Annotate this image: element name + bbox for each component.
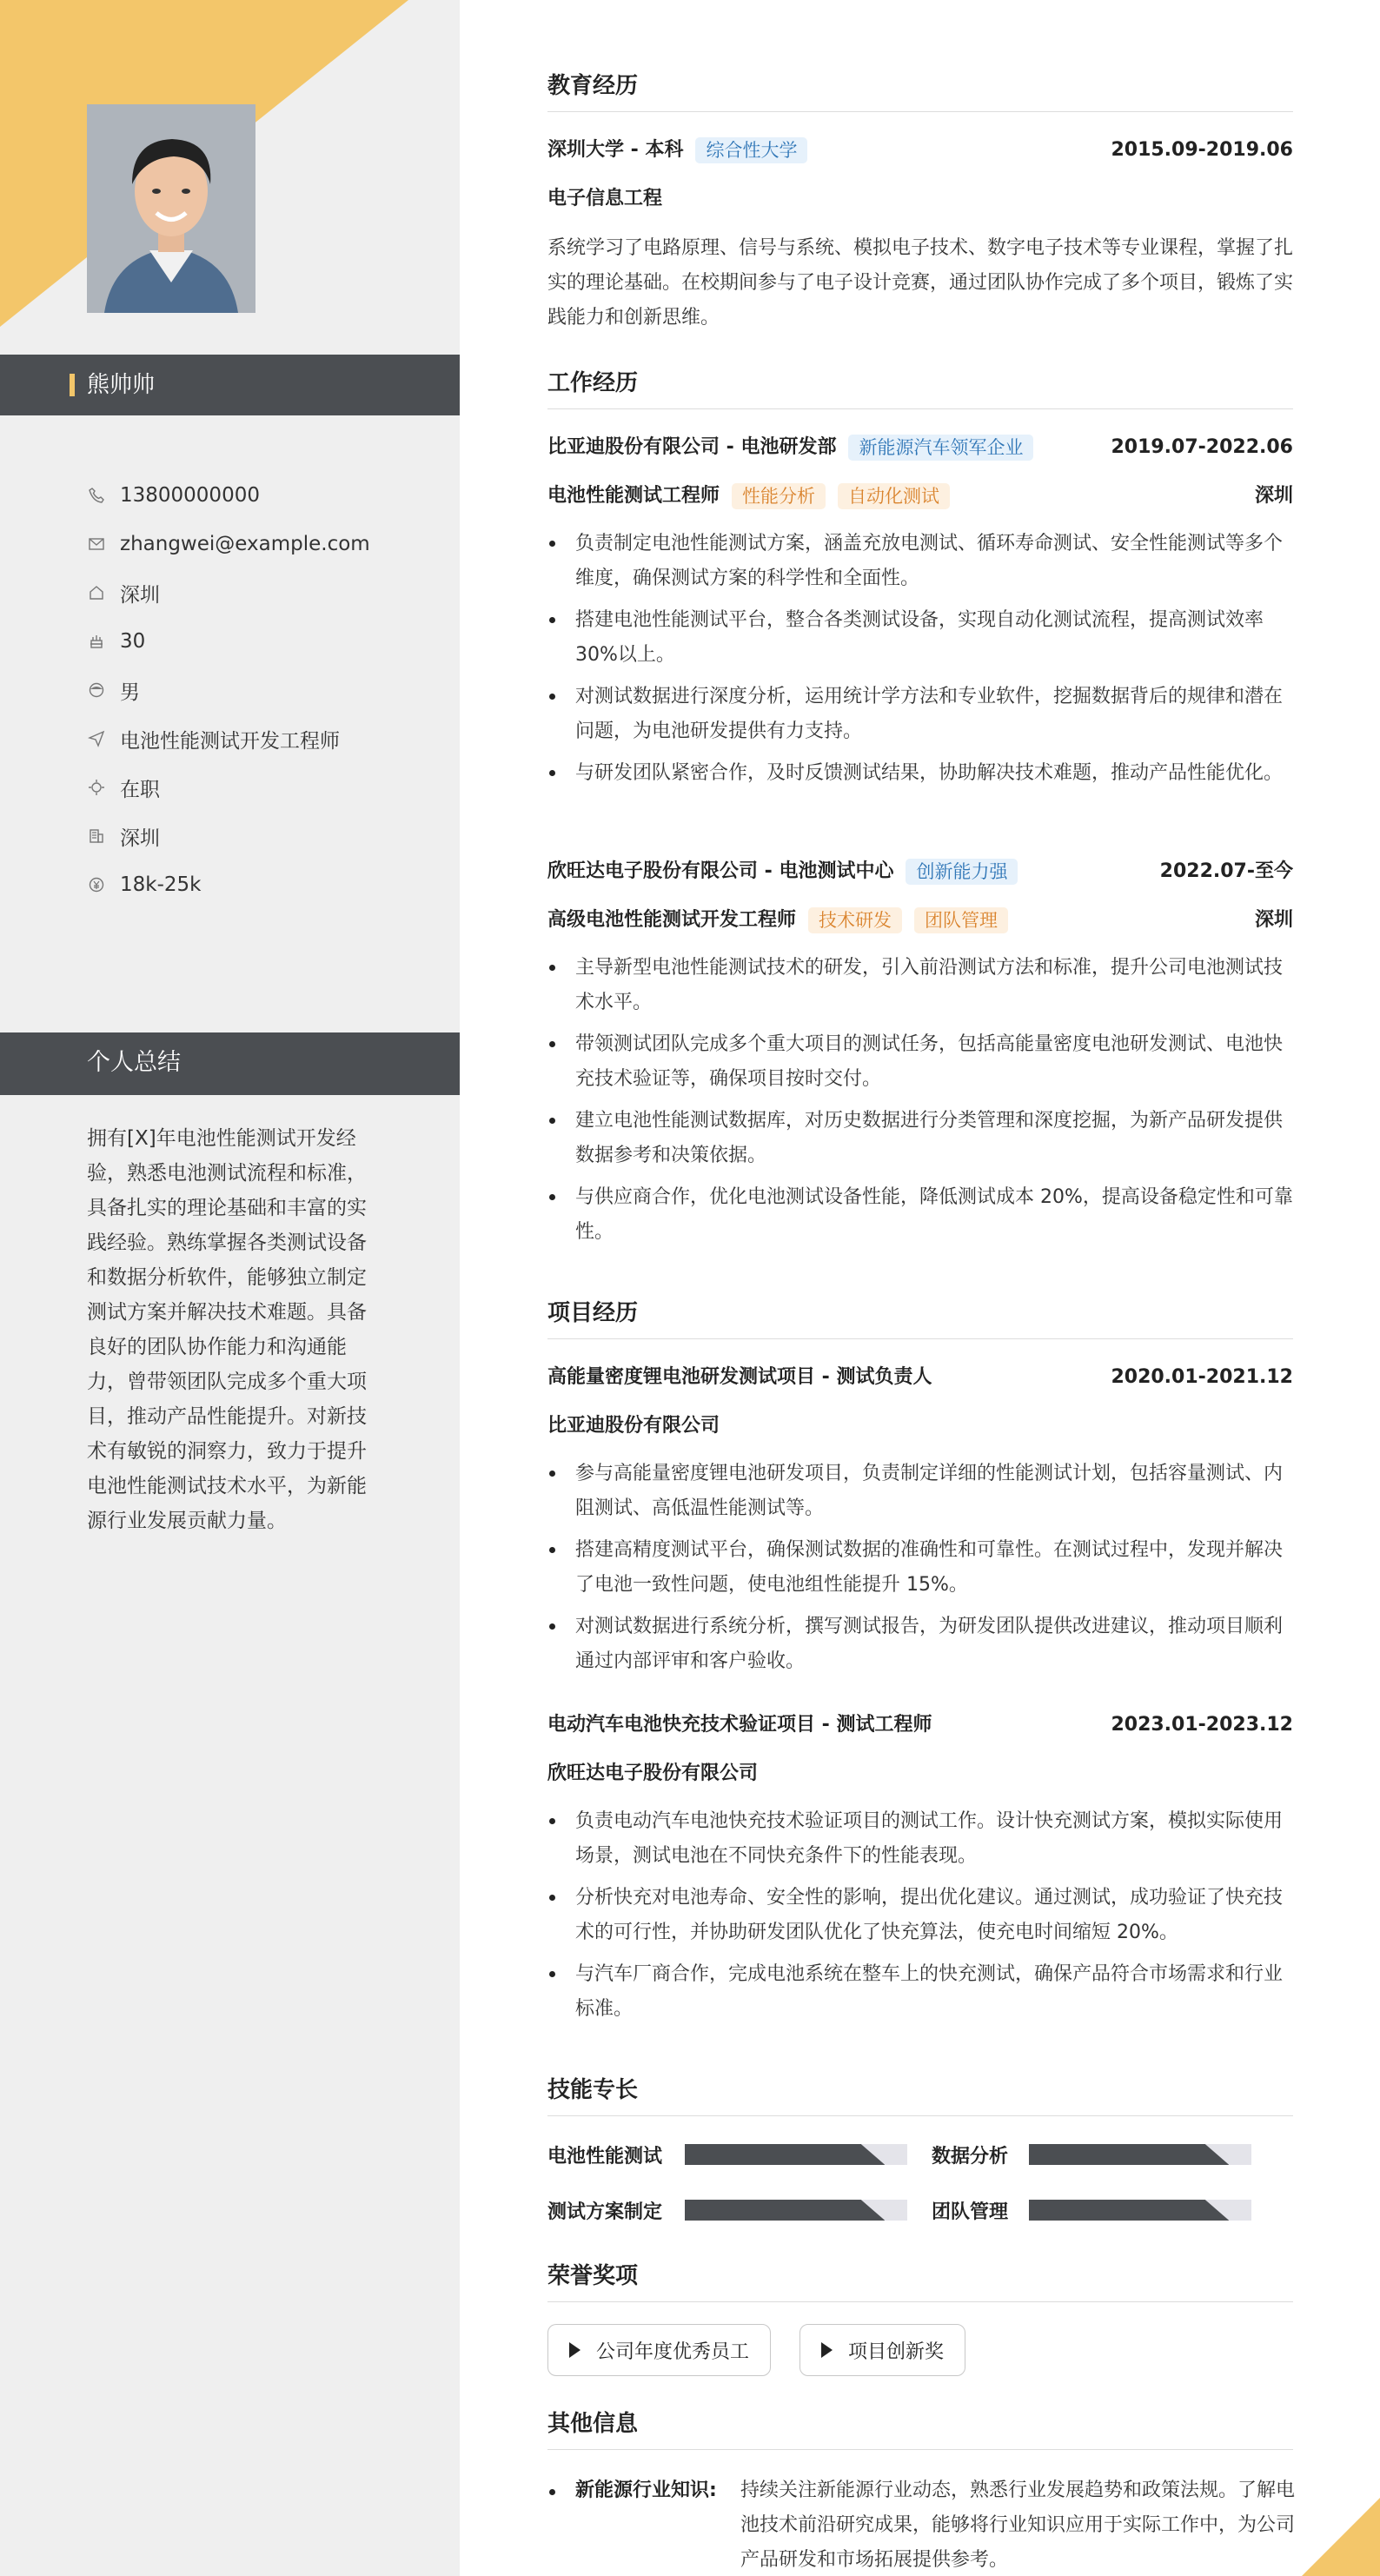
job-2-header: [547, 857, 1293, 886]
skill-bar-fill: [1029, 2144, 1229, 2165]
skill-label: 测试方案制定: [547, 2201, 663, 2223]
project-1-name: 高能量密度锂电池研发测试项目 - 测试负责人: [547, 1366, 932, 1388]
education-title: 教育经历: [547, 71, 1293, 112]
job-2-role-tag-2: 团队管理: [914, 907, 1008, 933]
contact-age: 30: [87, 617, 452, 666]
job-1-date: 2019.07-2022.06: [1111, 436, 1293, 458]
contact-email: zhangwei@example.com: [87, 520, 452, 568]
major-row: [547, 184, 1293, 214]
skill-item: [547, 2141, 907, 2168]
job-2-bullets: [547, 951, 1293, 1257]
project-2-date: 2023.01-2023.12: [1111, 1714, 1293, 1736]
school-name: 深圳大学 - 本科: [547, 139, 684, 161]
other-title: 其他信息: [547, 2409, 1293, 2450]
job-1-company-tag: 新能源汽车领军企业: [848, 435, 1033, 461]
skill-bar-fill: [685, 2200, 885, 2221]
project-2-company: 欣旺达电子股份有限公司: [547, 1763, 759, 1784]
age-icon: [87, 632, 106, 651]
skill-label: 数据分析: [932, 2145, 1009, 2168]
salary-icon: [87, 875, 106, 894]
education-header: [547, 136, 1293, 165]
home-icon: [87, 583, 106, 602]
job-2-role-row: [547, 906, 1293, 935]
status-icon: [87, 778, 106, 797]
list-item: 搭建高精度测试平台，确保测试数据的准确性和可靠性。在测试过程中，发现并解决了电池一致性问题，使电池组性能提升 15%。: [547, 1533, 1293, 1603]
job-2-company-tag: 创新能力强: [906, 859, 1018, 885]
skill-bar: [685, 2200, 907, 2221]
contact-location: 深圳: [87, 568, 452, 617]
job-2-role: 高级电池性能测试开发工程师: [547, 909, 797, 931]
skill-item: [932, 2141, 1251, 2168]
skill-item: [932, 2197, 1251, 2223]
job-2-date: 2022.07-至今: [1159, 860, 1293, 882]
list-item: 负责制定电池性能测试方案，涵盖充放电测试、循环寿命测试、安全性能测试等多个维度，确保测试方案的科学性和全面性。: [547, 527, 1293, 596]
skill-label: 电池性能测试: [547, 2145, 663, 2168]
contact-phone: 13800000000: [87, 471, 452, 520]
list-item: 参与高能量密度锂电池研发项目，负责制定详细的性能测试计划，包括容量测试、内阻测试、高低温性能测试等。: [547, 1457, 1293, 1526]
contact-gender: 男: [87, 666, 452, 714]
award-badge: 公司年度优秀员工: [547, 2324, 771, 2376]
project-1-bullets: [547, 1457, 1293, 1686]
name-bar: [0, 355, 460, 415]
skill-bar: [1029, 2144, 1251, 2165]
list-item: 分析快充对电池寿命、安全性的影响，提出优化建议。通过测试，成功验证了快充技术的可行性，并协助研发团队优化了快充算法，使充电时间缩短 20%。: [547, 1881, 1293, 1950]
skill-bar-fill: [685, 2144, 885, 2165]
summary-text: 拥有[X]年电池性能测试开发经验，熟悉电池测试流程和标准，具备扎实的理论基础和丰富的实践经验。熟练掌握各类测试设备和数据分析软件，能够独立制定测试方案并解决技术难题。具备良好的团队协作能力和沟通能力，曾带领团队完成多个重大项目，推动产品性能提升。对新技术有敏锐的洞察力，致力于提升电池性能测试技术水平，为新能源行业发展贡献力量。: [87, 1127, 367, 1532]
play-icon: [821, 2342, 833, 2358]
job-icon: [87, 729, 106, 748]
list-item: 负责电动汽车电池快充技术验证项目的测试工作。设计快充测试方案，模拟实际使用场景，测试电池在不同快充条件下的性能表现。: [547, 1804, 1293, 1874]
skills-title: 技能专长: [547, 2075, 1293, 2116]
candidate-name: 熊帅帅: [87, 372, 156, 398]
contact-city: 深圳: [87, 812, 452, 860]
project-1-company-row: [547, 1411, 1293, 1441]
other-value: 持续关注新能源行业动态，熟悉行业发展趋势和政策法规。了解电池技术前沿研究成果，能够将行业知识应用于实际工作中，为公司产品研发和市场拓展提供参考。: [740, 2480, 1296, 2571]
skill-label: 团队管理: [932, 2201, 1009, 2223]
education-date: 2015.09-2019.06: [1111, 139, 1293, 161]
major: 电子信息工程: [547, 188, 663, 209]
play-icon: [569, 2342, 581, 2358]
honors-title: 荣誉奖项: [547, 2261, 1293, 2302]
list-item: 与研发团队紧密合作，及时反馈测试结果，协助解决技术难题，推动产品性能优化。: [547, 756, 1293, 791]
email-icon: [87, 534, 106, 554]
job-1-city: 深圳: [1254, 485, 1293, 507]
skill-item: [547, 2197, 907, 2223]
job-1-role-tag-2: 自动化测试: [838, 483, 950, 509]
award-badge: 项目创新奖: [799, 2324, 965, 2376]
project-2-header: [547, 1710, 1293, 1740]
summary-header: [0, 1032, 460, 1095]
project-1-company: 比亚迪股份有限公司: [547, 1415, 720, 1437]
projects-title: 项目经历: [547, 1298, 1293, 1339]
project-2-bullets: [547, 1804, 1293, 2034]
other-key: 新能源行业知识:: [575, 2480, 717, 2501]
list-item: 带领测试团队完成多个重大项目的测试任务，包括高能量密度电池研发测试、电池快充技术验证等，确保项目按时交付。: [547, 1027, 1293, 1097]
skill-bar-fill: [1029, 2200, 1229, 2221]
skill-bar: [1029, 2200, 1251, 2221]
list-item: 与汽车厂商合作，完成电池系统在整车上的快充测试，确保产品符合市场需求和行业标准。: [547, 1957, 1293, 2027]
job-2-city: 深圳: [1254, 909, 1293, 931]
project-1-header: [547, 1363, 1293, 1392]
school-tag: 综合性大学: [695, 137, 807, 163]
decorative-corner: [1302, 2498, 1380, 2576]
list-item: 对测试数据进行系统分析，撰写测试报告，为研发团队提供改进建议，推动项目顺利通过内部评审和客户验收。: [547, 1610, 1293, 1679]
skill-bar: [685, 2144, 907, 2165]
project-1-date: 2020.01-2021.12: [1111, 1366, 1293, 1388]
job-1-bullets: [547, 527, 1293, 798]
job-1-company: 比亚迪股份有限公司 - 电池研发部: [547, 436, 837, 458]
contact-status: 在职: [87, 763, 452, 812]
project-2-company-row: [547, 1759, 1293, 1789]
sidebar: [0, 0, 460, 2576]
work-title: 工作经历: [547, 368, 1293, 409]
phone-icon: [87, 486, 106, 505]
list-item: 搭建电池性能测试平台，整合各类测试设备，实现自动化测试流程，提高测试效率 30%以上。: [547, 603, 1293, 673]
contact-job: 电池性能测试开发工程师: [87, 714, 452, 763]
job-2-company: 欣旺达电子股份有限公司 - 电池测试中心: [547, 860, 894, 882]
contact-list: [87, 471, 452, 909]
job-1-role-row: [547, 481, 1293, 511]
profile-photo: [87, 104, 255, 313]
job-2-role-tag-1: 技术研发: [808, 907, 902, 933]
gender-icon: [87, 681, 106, 700]
job-1-header: [547, 433, 1293, 462]
list-item: 对测试数据进行深度分析，运用统计学方法和专业软件，挖掘数据背后的规律和潜在问题，为电池研发提供有力支持。: [547, 680, 1293, 749]
education-desc: 系统学习了电路原理、信号与系统、模拟电子技术、数字电子技术等专业课程，掌握了扎实的理论基础。在校期间参与了电子设计竞赛，通过团队协作完成了多个项目，锻炼了实践能力和创新思维。: [547, 237, 1294, 329]
contact-salary: 18k-25k: [87, 860, 452, 909]
list-item: 主导新型电池性能测试技术的研发，引入前沿测试方法和标准，提升公司电池测试技术水平。: [547, 951, 1293, 1020]
bullet-dot: [549, 2489, 555, 2495]
name-accent: [70, 374, 75, 396]
job-1-role-tag-1: 性能分析: [732, 483, 826, 509]
list-item: 建立电池性能测试数据库，对历史数据进行分类管理和深度挖掘，为新产品研发提供数据参考和决策依据。: [547, 1104, 1293, 1173]
city-icon: [87, 827, 106, 846]
list-item: 与供应商合作，优化电池测试设备性能，降低测试成本 20%，提高设备稳定性和可靠性。: [547, 1180, 1293, 1250]
summary-title: 个人总结: [87, 1049, 181, 1076]
job-1-role: 电池性能测试工程师: [547, 485, 720, 507]
project-2-name: 电动汽车电池快充技术验证项目 - 测试工程师: [547, 1714, 932, 1736]
